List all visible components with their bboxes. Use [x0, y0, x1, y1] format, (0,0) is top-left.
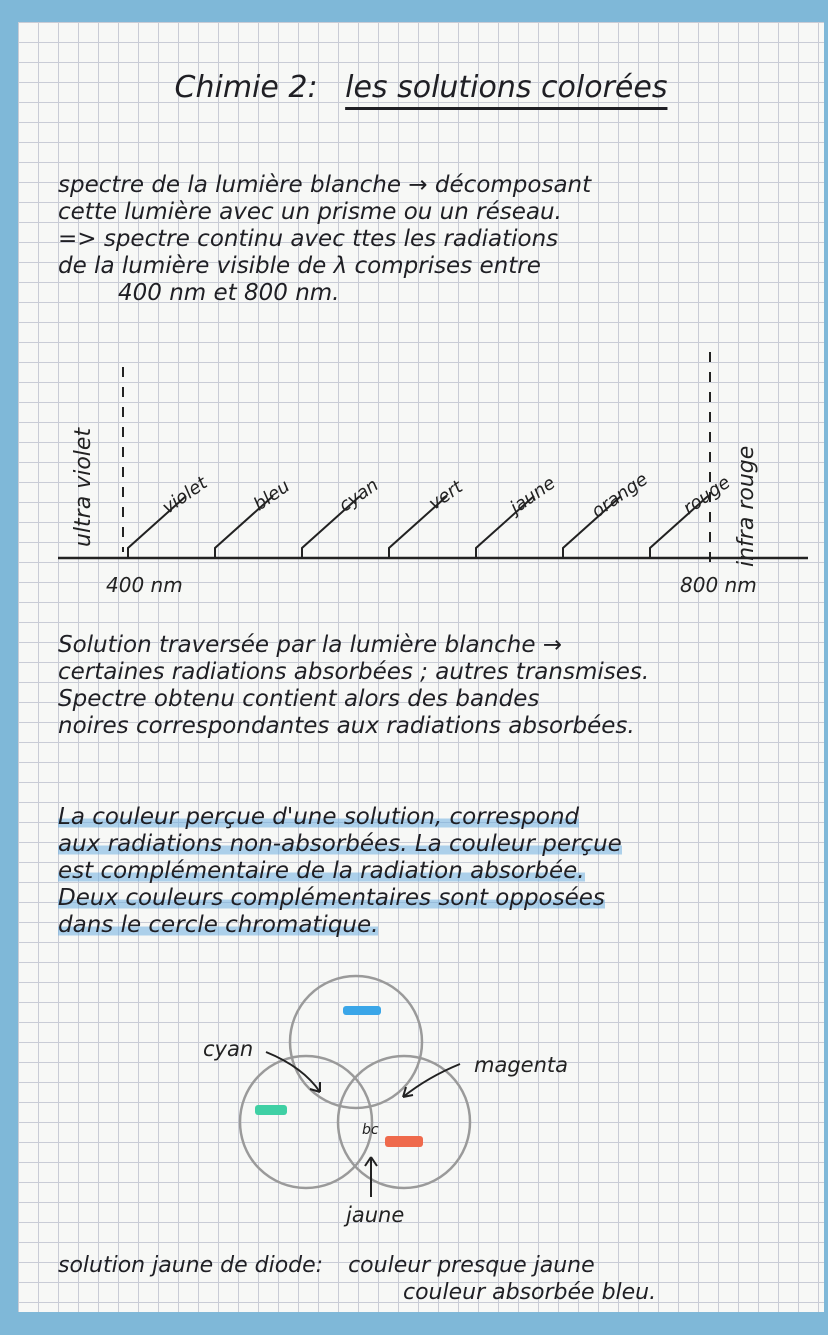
cyan-label: cyan [203, 1037, 254, 1061]
chromatic-circle-diagram [178, 972, 568, 1242]
color-label-bleu: bleu [249, 475, 294, 516]
absorption-line: Solution traversée par la lumière blanche → [58, 632, 563, 658]
perception-line: est complémentaire de la radiation absorbée. [58, 858, 585, 884]
blue-swatch [343, 1006, 381, 1015]
perception-paragraph [58, 804, 808, 939]
intro-line: spectre de la lumière blanche → décomposant [58, 172, 592, 198]
end-wavelength-label: 800 nm [680, 573, 757, 597]
start-wavelength-label: 400 nm [106, 573, 183, 597]
title-part2: les solutions colorées [345, 70, 668, 105]
jaune-label: jaune [346, 1203, 405, 1227]
magenta-label: magenta [474, 1053, 568, 1077]
color-label-rouge: rouge [679, 471, 735, 520]
conclusion-line2: couleur absorbée bleu. [403, 1280, 657, 1305]
color-label-jaune: jaune [506, 472, 560, 519]
title-part1: Chimie 2: [174, 70, 318, 105]
intro-line: 400 nm et 800 nm. [118, 280, 340, 306]
absorption-line: certaines radiations absorbées ; autres transmises. [58, 659, 650, 685]
intro-line: cette lumière avec un prisme ou un réseau. [58, 199, 562, 225]
uv-label: ultra violet [71, 427, 96, 547]
page-title [18, 70, 824, 105]
magenta-arrow [403, 1064, 460, 1097]
right-circle [338, 1056, 470, 1188]
intro-line: => spectre continu avec ttes les radiations [58, 226, 559, 252]
center-label: bc [362, 1122, 379, 1138]
color-label-violet: violet [158, 472, 212, 519]
perception-line: La couleur perçue d'une solution, correspond [58, 804, 580, 830]
absorption-line: noires correspondantes aux radiations absorbées. [58, 713, 635, 739]
color-label-vert: vert [425, 476, 467, 515]
color-label-orange: orange [587, 468, 652, 523]
ir-label: infra rouge [734, 445, 759, 567]
absorption-line: Spectre obtenu contient alors des bandes [58, 686, 540, 712]
color-ticks [128, 469, 734, 558]
conclusion [58, 1252, 818, 1306]
intro-line: de la lumière visible de λ comprises entre [58, 253, 541, 279]
perception-line: dans le cercle chromatique. [58, 912, 379, 938]
notebook-page [18, 22, 824, 1312]
conclusion-prefix: solution jaune de diode: [58, 1253, 324, 1278]
intro-paragraph [58, 172, 808, 307]
perception-line: Deux couleurs complémentaires sont opposées [58, 885, 605, 911]
perception-line: aux radiations non-absorbées. La couleur perçue [58, 831, 622, 857]
visible-spectrum-diagram [18, 352, 824, 632]
green-swatch [255, 1105, 287, 1115]
color-label-cyan: cyan [335, 474, 383, 517]
red-swatch [385, 1136, 423, 1147]
absorption-paragraph [58, 632, 808, 740]
conclusion-line1: couleur presque jaune [348, 1253, 595, 1278]
top-circle [290, 976, 422, 1108]
